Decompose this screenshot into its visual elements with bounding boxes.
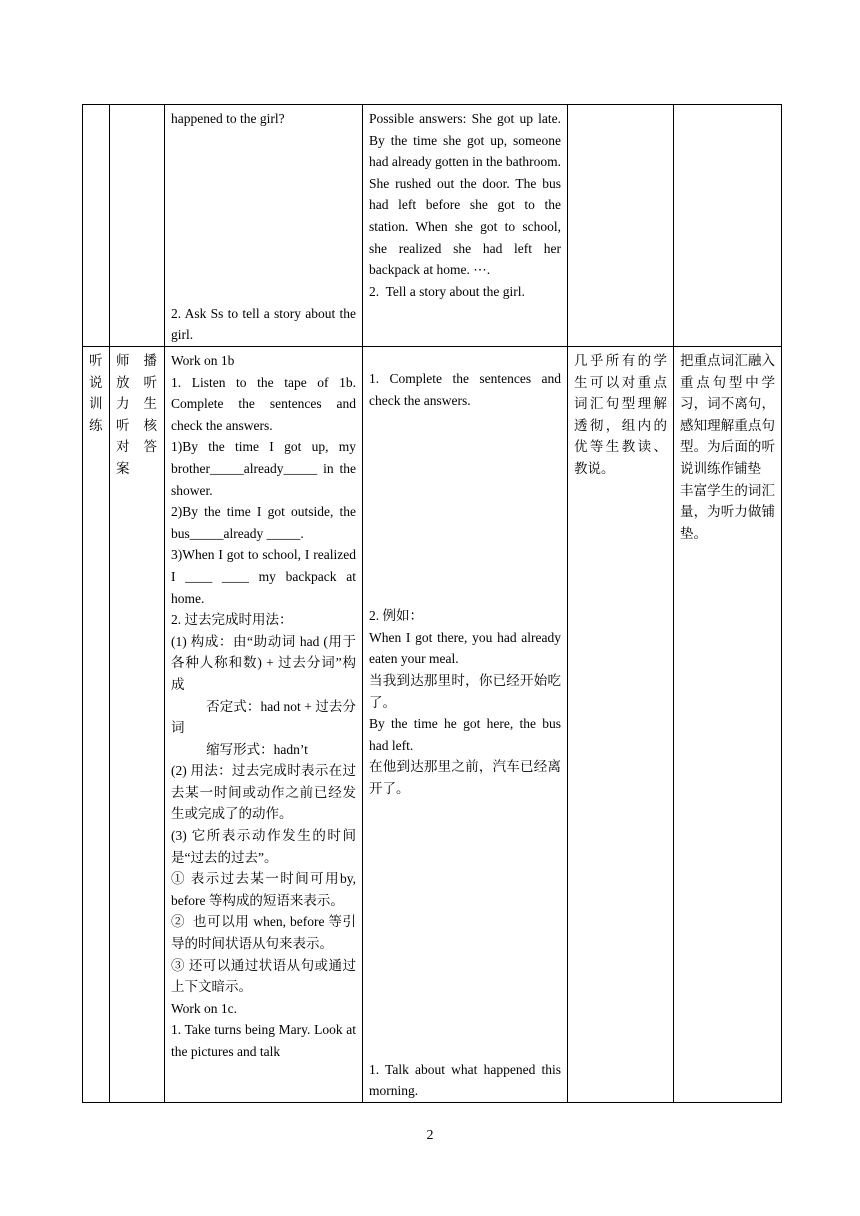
teacher-text: 1)By the time I got up, my brother_____already_____ in the shower.	[171, 439, 360, 498]
teacher-text: Work on 1b	[171, 353, 235, 368]
teacher-text: ② 也可以用 when, before 等引导的时间状语从句来表示。	[171, 914, 356, 952]
student-text: 2. 例如：	[369, 608, 423, 624]
table-row	[83, 105, 782, 347]
student-activity-cell	[363, 347, 568, 1103]
teacher-text: (3) 它所表示动作发生的时间是“过去的过去”。	[171, 828, 356, 865]
student-text: 1. Complete the sentences and check the answers.	[369, 371, 565, 408]
teacher-text: ③ 还可以通过状语从句或通过上下文暗示。	[171, 957, 356, 995]
design-intent-cell	[674, 347, 782, 1103]
teacher-text: (1) 构成：由“助动词 had (用于各种人称和数) + 过去分词”构成	[171, 633, 356, 692]
intent-text: 把重点词汇融入重点句型中学习，词不离句，感知理解重点句型。为后面的听说训练作铺垫	[680, 353, 775, 476]
lesson-plan-table	[82, 104, 782, 1103]
teacher-text: (2) 用法：过去完成时表示在过去某一时间或动作之前已经发生或完成了的动作。	[171, 763, 356, 822]
design-intent-cell	[674, 105, 782, 347]
activity-label: 师播放听力生听核对答案	[116, 353, 158, 476]
teacher-text: Work on 1c.	[171, 1000, 238, 1016]
student-text: 在他到达那里之前，汽车已经离开了。	[369, 759, 561, 796]
student-text: 2. Tell a story about the girl.	[369, 283, 525, 299]
teacher-activity-cell	[165, 347, 363, 1103]
teacher-text: 1. Listen to the tape of 1b. Complete the sentences and check the answers.	[171, 374, 360, 433]
teacher-text: happened to the girl?	[171, 111, 285, 126]
page-number: 2	[426, 1128, 434, 1143]
teacher-text: 3)When I got to school, I realized I ____ ____ my backpack at home.	[171, 547, 360, 606]
expected-outcome-cell	[568, 105, 674, 347]
teacher-text: 2)By the time I got outside, the bus_____already _____.	[171, 504, 360, 541]
expected-outcome-cell	[568, 347, 674, 1103]
student-activity-cell	[363, 105, 568, 347]
table-row	[83, 347, 782, 1103]
teacher-text: 缩写形式：hadn’t	[206, 741, 308, 757]
teacher-text: ① 表示过去某一时间可用by, before 等构成的短语来表示。	[171, 871, 360, 908]
activity-cell	[110, 105, 165, 347]
student-text: 当我到达那里时，你已经开始吃了。	[369, 672, 561, 710]
activity-cell	[110, 347, 165, 1103]
teacher-text: 1. Take turns being Mary. Look at the pictures and talk	[171, 1022, 360, 1059]
stage-cell	[83, 105, 110, 347]
stage-label: 听说训练	[89, 353, 104, 433]
teacher-activity-cell	[165, 105, 363, 347]
student-text: 1. Talk about what happened this morning.	[369, 1061, 565, 1099]
student-text: By the time he got here, the bus had left.	[369, 716, 565, 753]
teacher-text: 2. 过去完成时用法：	[171, 612, 293, 628]
intent-text: 丰富学生的词汇量，为听力做铺垫。	[680, 482, 775, 541]
teacher-text: 2. Ask Ss to tell a story about the girl.	[171, 305, 360, 343]
expected-text: 几乎所有的学生可以对重点词汇句型理解透彻，组内的优等生教读、教说。	[574, 353, 667, 476]
stage-cell	[83, 347, 110, 1103]
teacher-text: 否定式：had not + 过去分词	[171, 698, 356, 736]
student-text: When I got there, you had already eaten your meal.	[369, 629, 565, 667]
student-text: Possible answers: She got up late. By the time she got up, someone had already gotten in the bathroom. She rushed out the door. The bus had left before she got to the station. When she got to school, she realized she had left her backpack at home. ⋯.	[369, 111, 565, 278]
